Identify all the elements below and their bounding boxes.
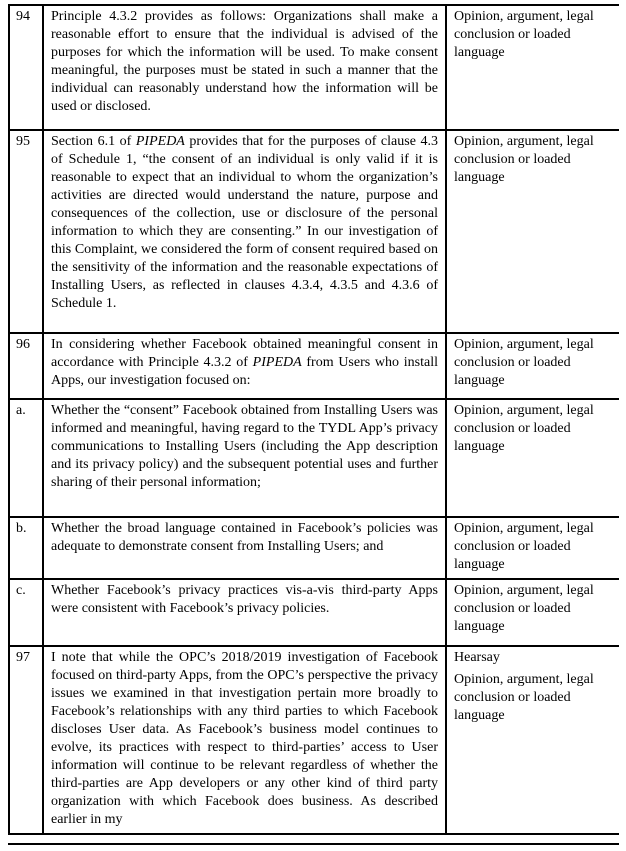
table-row — [9, 517, 619, 579]
row-content: Whether the “consent” Facebook obtained from Installing Users was informed and meaningful, having regard to the TYDL App’s privacy communications to Installing Users (including the App description and its privacy policy) and the subsequent potential uses and further sharing of their personal information; — [43, 399, 446, 517]
row-content: Principle 4.3.2 provides as follows: Organizations shall make a reasonable effort to ensure that the individual is advised of the purposes for which the information will be used. To make consent meaningful, the purposes must be stated in such a manner that the individual can reasonably understand how the information will be used or disclosed. — [43, 5, 446, 130]
row-number: a. — [9, 399, 43, 517]
row-objection — [446, 646, 619, 834]
row-objection — [446, 333, 619, 399]
row-objection — [446, 517, 619, 579]
row-objection — [446, 130, 619, 333]
row-objection — [446, 5, 619, 130]
objection-label: Opinion, argument, legal conclusion or loaded language — [454, 672, 594, 723]
table-clip-region — [8, 4, 619, 845]
row-number: 94 — [9, 5, 43, 130]
objection-label: Opinion, argument, legal conclusion or loaded language — [454, 134, 594, 185]
table-row — [9, 333, 619, 399]
row-objection — [446, 579, 619, 646]
row-number: 96 — [9, 333, 43, 399]
objection-label: Opinion, argument, legal conclusion or loaded language — [454, 521, 594, 572]
objection-label: Opinion, argument, legal conclusion or loaded language — [454, 403, 594, 454]
table-row — [9, 130, 619, 333]
objection-table — [8, 4, 619, 835]
table-row — [9, 5, 619, 130]
objection-label: Opinion, argument, legal conclusion or loaded language — [454, 583, 594, 634]
row-number: c. — [9, 579, 43, 646]
row-objection — [446, 399, 619, 517]
row-content: In considering whether Facebook obtained meaningful consent in accordance with Principle 4.3.2 of PIPEDA from Users who install Apps, our investigation focused on: — [43, 333, 446, 399]
row-number: 97 — [9, 646, 43, 834]
objection-label: Opinion, argument, legal conclusion or loaded language — [454, 9, 594, 60]
row-content: Whether the broad language contained in Facebook’s policies was adequate to demonstrate consent from Installing Users; and — [43, 517, 446, 579]
table-row — [9, 579, 619, 646]
row-content: I note that while the OPC’s 2018/2019 investigation of Facebook focused on third-party Apps, from the OPC’s perspective the privacy issues we examined in that investigation pertain more broadly to Facebook’s relationships with any third parties to which Facebook discloses User data. As Facebook’s business model continues to evolve, its practices with respect to third-parties’ access to User information will continue to be relevant regardless of whether the third-parties are App developers or any other kind of third party organization with which Facebook does business. As described earlier in my — [43, 646, 446, 834]
objection-label: Opinion, argument, legal conclusion or loaded language — [454, 337, 594, 388]
row-content: Whether Facebook’s privacy practices vis-a-vis third-party Apps were consistent with Facebook’s privacy policies. — [43, 579, 446, 646]
row-number: b. — [9, 517, 43, 579]
row-number: 95 — [9, 130, 43, 333]
table-row — [9, 399, 619, 517]
row-content: Section 6.1 of PIPEDA provides that for the purposes of clause 4.3 of Schedule 1, “the consent of an individual is only valid if it is reasonable to expect that an individual to whom the organization’s activities are directed would understand the nature, purpose and consequences of the collection, use or disclosure of the personal information to which they are consenting.” In our investigation of this Complaint, we considered the form of consent required based on the sensitivity of the information and the reasonable expectations of Installing Users, as reflected in clauses 4.3.4, 4.3.5 and 4.3.6 of Schedule 1. — [43, 130, 446, 333]
objection-label: Hearsay — [454, 650, 500, 665]
table-row — [9, 646, 619, 834]
